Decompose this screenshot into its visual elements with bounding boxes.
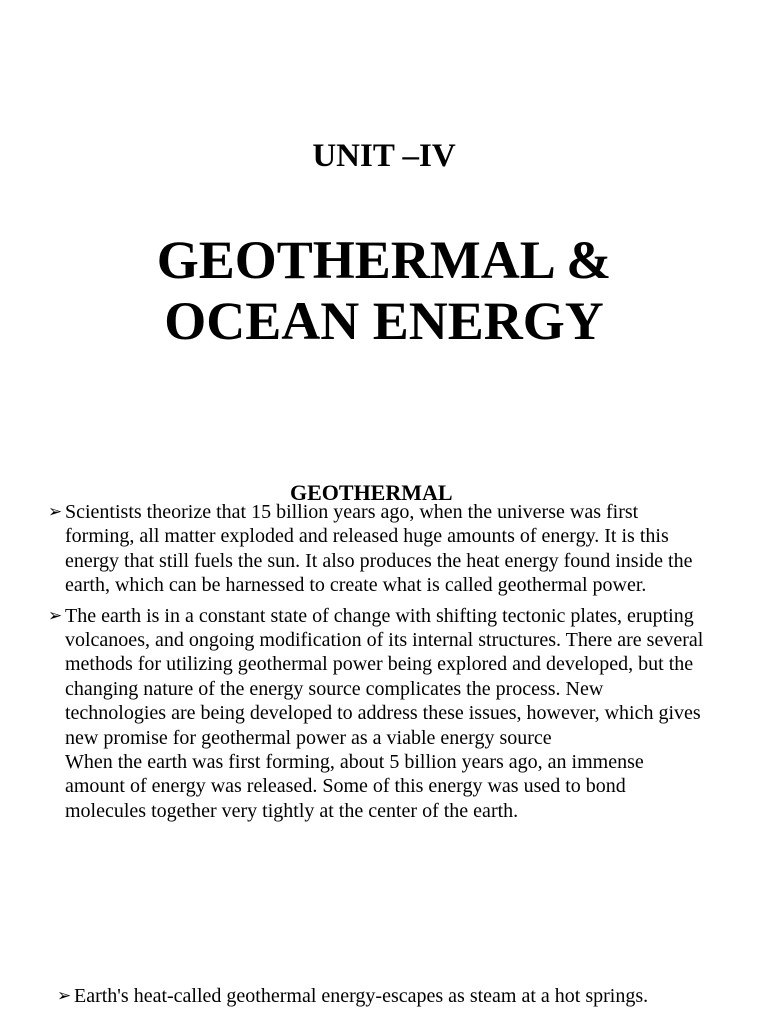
main-title-line-1: GEOTHERMAL & xyxy=(156,230,612,290)
bullet-text: The earth is in a constant state of change with shifting tectonic plates, erupting volcanoes, and ongoing modification of its internal structures. There are several methods for utilizing geothermal power being explored and developed, but the changing nature of the energy source complicates the process. New technologies are being developed to address these issues, however, which gives new promise for geothermal power as a viable energy source xyxy=(65,604,704,749)
arrow-bullet-icon: ➢ xyxy=(48,605,63,626)
bullet-text: Scientists theorize that 15 billion years ago, when the universe was first forming, all matter exploded and released huge amounts of energy. It is this energy that still fuels the sun. It also produces the heat energy found inside the earth, which can be harnessed to create what is called geothermal power. xyxy=(65,501,693,597)
bullet-list xyxy=(48,500,708,864)
arrow-bullet-icon: ➢ xyxy=(48,502,63,522)
bullet-item-3 xyxy=(57,984,717,1008)
arrow-bullet-icon: ➢ xyxy=(57,986,72,1006)
bullet-list-clip xyxy=(48,500,708,864)
section-heading: GEOTHERMAL xyxy=(290,480,453,505)
bullet-item-1 xyxy=(48,500,708,598)
main-title-line-2: OCEAN ENERGY xyxy=(164,291,604,351)
unit-title: UNIT –IV xyxy=(312,138,456,174)
bullet-item-2 xyxy=(48,604,708,824)
bullet-continuation: When the earth was first forming, about 5 billion years ago, an immense amount of energy was released. Some of this energy was used to bond molecules together very tightly at the center of the earth. xyxy=(65,751,644,822)
main-title xyxy=(0,230,768,352)
bottom-bullet-list xyxy=(57,984,717,1014)
bullet-text: Earth's heat-called geothermal energy-escapes as steam at a hot springs. xyxy=(74,985,649,1007)
